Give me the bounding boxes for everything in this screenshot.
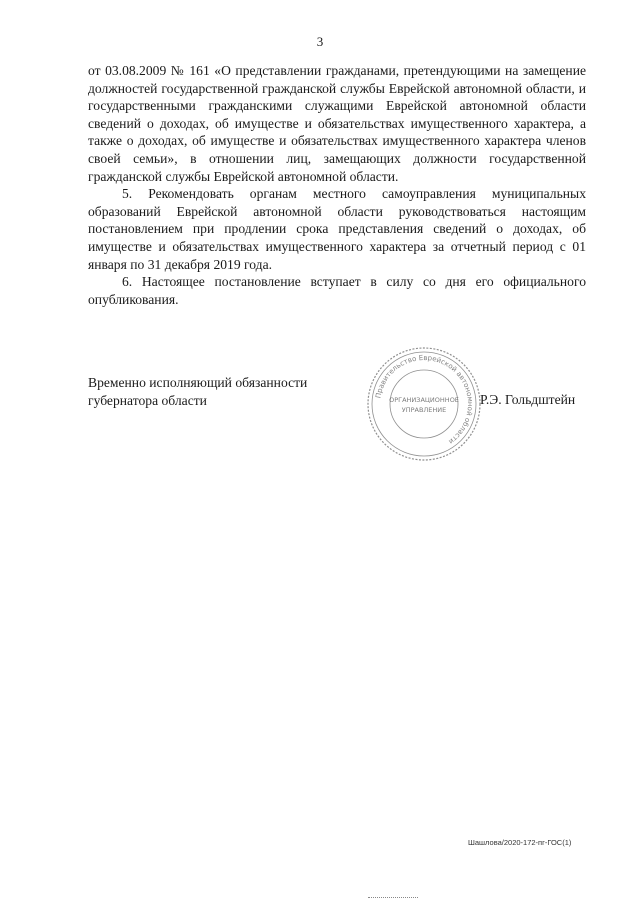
official-seal-stamp bbox=[364, 344, 484, 464]
signer-position bbox=[88, 374, 348, 409]
document-reference: Шашлова/2020-172-пг-ГОС(1) bbox=[468, 838, 572, 847]
page-number: 3 bbox=[316, 34, 324, 49]
seal-center-line-1: ОРГАНИЗАЦИОННОЕ bbox=[389, 396, 459, 404]
signer-position-line-2: губернатора области bbox=[88, 392, 207, 408]
seal-ring-text: Правительство Еврейской автономной области bbox=[374, 353, 475, 446]
paragraph-item-5: 5. Рекомендовать органам местного самоуправления муниципальных образований Еврейской автономной области руководствоваться настоящим постановлением при продлении срока представления сведений о доходах, об имуществе и обязательствах имущественного характера за отчетный период с 01 января по 31 декабря 2019 года. bbox=[88, 186, 586, 272]
paragraph-continuation: от 03.08.2009 № 161 «О представлении гражданами, претендующими на замещение должностей государственной гражданской службы Еврейской автономной области, и государственными гражданскими служащими Еврейской автономной области сведений о доходах, об имуществе и обязательствах имущественного характера, а также о доходах, об имуществе и обязательствах имущественного характера членов своей семьи», в отношении лиц, замещающих должности государственной гражданской службы Еврейской автономной области. bbox=[88, 63, 586, 184]
paragraph-item-6: 6. Настоящее постановление вступает в силу со дня его официального опубликования. bbox=[88, 274, 586, 307]
signer-position-line-1: Временно исполняющий обязанности bbox=[88, 375, 308, 390]
signer-name: Р.Э. Гольдштейн bbox=[480, 392, 576, 407]
page-edge-mark bbox=[368, 897, 418, 901]
seal-graphic bbox=[364, 344, 484, 464]
signature-block bbox=[88, 374, 586, 414]
document-body bbox=[88, 62, 586, 308]
seal-center-line-2: УПРАВЛЕНИЕ bbox=[401, 406, 447, 414]
